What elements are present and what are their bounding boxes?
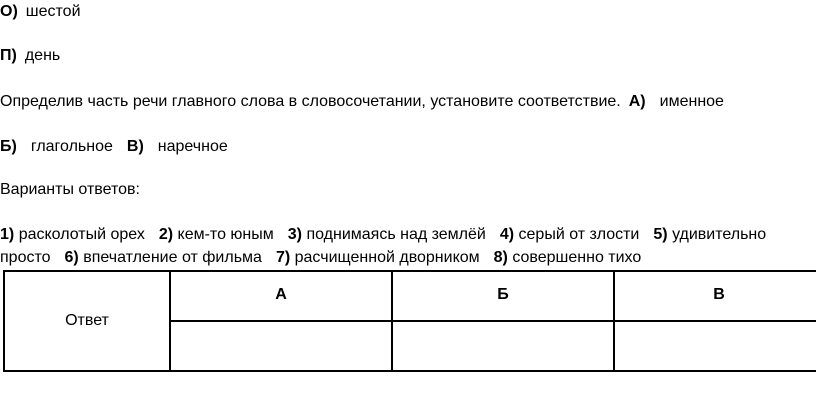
answer-2-text: кем-то юным xyxy=(177,226,274,243)
option-p-letter: П) xyxy=(0,47,17,64)
answer-1-num: 1) xyxy=(0,226,15,243)
answer-5-num: 5) xyxy=(653,226,668,243)
answer-6-num: 6) xyxy=(64,249,79,266)
category-a-letter: А) xyxy=(628,93,646,110)
category-a-text: именное xyxy=(659,93,724,110)
answer-7-num: 7) xyxy=(275,249,291,266)
answer-8-text: совершенно тихо xyxy=(512,249,642,266)
answer-3-num: 3) xyxy=(287,226,302,243)
category-b-text: глагольное xyxy=(30,138,113,155)
answers-line-2 xyxy=(0,248,641,268)
answers-line-1 xyxy=(0,225,766,245)
answer-5-text-part1: удивительно xyxy=(672,226,767,243)
answer-8-num: 8) xyxy=(493,249,508,266)
answer-table-header-row xyxy=(4,271,816,321)
task-instruction-line xyxy=(0,92,724,112)
option-p xyxy=(0,46,60,66)
answer-7-text: расчищенной дворником xyxy=(294,249,480,266)
answer-table xyxy=(3,270,816,372)
answer-4-num: 4) xyxy=(499,226,515,243)
answer-6-text: впечатление от фильма xyxy=(83,249,262,266)
category-b-letter: Б) xyxy=(0,138,17,155)
answer-3-text: поднимаясь над землёй xyxy=(306,226,486,243)
answer-column-a: А xyxy=(170,271,392,321)
answers-heading: Варианты ответов: xyxy=(0,181,140,198)
answer-1-text: расколотый орех xyxy=(18,226,145,243)
answer-5-text-part2: просто xyxy=(0,249,51,266)
category-v-text: наречное xyxy=(157,138,228,155)
answer-cell-v[interactable] xyxy=(614,321,816,371)
category-v-letter: В) xyxy=(126,138,144,155)
task-categories-line xyxy=(0,137,228,157)
answer-4-text: серый от злости xyxy=(518,226,640,243)
option-p-text: день xyxy=(24,47,61,64)
answer-cell-a[interactable] xyxy=(170,321,392,371)
task-instruction: Определив часть речи главного слова в словосочетании, установите соответствие. xyxy=(0,93,621,110)
answer-column-b: Б xyxy=(392,271,614,321)
option-o-letter: О) xyxy=(0,3,18,20)
answer-2-num: 2) xyxy=(158,226,174,243)
option-o-text: шестой xyxy=(25,3,81,20)
option-o xyxy=(0,2,81,22)
answer-row-label: Ответ xyxy=(4,271,170,371)
answer-cell-b[interactable] xyxy=(392,321,614,371)
answer-column-v: В xyxy=(614,271,816,321)
